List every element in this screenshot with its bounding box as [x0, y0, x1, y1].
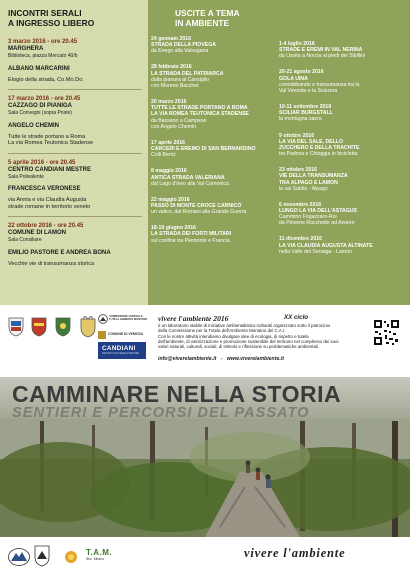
qr-code-icon[interactable] — [373, 319, 400, 346]
comune-label: COMUNE DI VENEZIA — [108, 332, 144, 336]
brand-cycle: XX ciclo — [284, 314, 309, 321]
talk-place: CENTRO CANDIANI MESTRE — [8, 166, 92, 173]
crest-icon — [55, 317, 71, 337]
outing-date: 6 novembre 2016 — [279, 201, 322, 208]
outing-date: 18-19 giugno 2016 — [151, 225, 196, 232]
talk-date: 3 marzo 2016 - ore 20.45 — [8, 39, 78, 45]
talk-place: COMUNE DI LAMON — [8, 230, 66, 237]
email-link[interactable]: info@viverelambiente.it — [158, 356, 217, 362]
outing-date: 24 gennaio 2016 — [151, 36, 192, 42]
outing-subtitle: da Enego alla Valsugana — [151, 48, 209, 55]
crest-icon — [31, 317, 47, 337]
outing-item — [279, 236, 407, 254]
outing-title: LA STRADA DEL PATRIARCA — [151, 70, 224, 77]
talk-title: Elogio della strada, Co.Mo.Do. — [8, 76, 84, 83]
outing-date: 9 ottobre 2016 — [279, 132, 315, 139]
divider — [8, 216, 142, 217]
outing-item — [151, 197, 273, 215]
outing-item — [279, 167, 407, 192]
brand-title: vivere l'ambiente 2016 — [158, 314, 229, 323]
footer — [0, 537, 410, 581]
outing-subtitle: da Piovene Rocchette ad Arsiero — [279, 220, 355, 227]
outing-subtitle: con Angelo Chemin — [151, 123, 196, 130]
brand-contact: info@viverelambiente.it - www.viverelambiente.it — [158, 356, 284, 362]
outing-date: 20-21 agosto 2016 — [279, 69, 324, 76]
talk-location: Sala Consiliare — [8, 237, 42, 244]
sun-logo-icon — [62, 549, 80, 565]
outing-title: CARCERI E EREMO DI SAN BERNARDINO — [151, 146, 256, 153]
outing-date: 23 ottobre 2016 — [279, 167, 318, 174]
footer-brand: vivere l'ambiente — [244, 546, 346, 560]
outing-date: 8 maggio 2016 — [151, 168, 187, 175]
talk-title: strade romane in territorio veneto — [8, 203, 91, 210]
outing-subtitle: dal Lago d'Iseo alla Val Camonica — [151, 180, 229, 187]
brand-description: è un laboratorio stabile di iniziative ambientalistico-culturali organizzato sotto il patrocinio della Commissione per la Tutela dell'Ambiente Montano del C.A.I. Con le nostre attività intendiamo divulgare idee di ecologia, di rispetto e tutela dell'ambiente, di valorizzazione e promozione sostenibile del territorio nel complesso dei suoi valori naturali, culturali, sociali; di stimolo e riflessione su problematiche ambientali. — [158, 323, 339, 350]
cai-emblem-icon — [34, 545, 50, 567]
talk-item — [8, 39, 143, 83]
outing-title: SCILIAR BURGSTALL — [279, 110, 333, 117]
talk-title: La via Romea Teutonica Stadense — [8, 140, 94, 147]
talk-location: Sala Polivalente — [8, 173, 44, 180]
outing-item — [279, 133, 407, 158]
website-link[interactable]: www.viverelambiente.it — [226, 356, 284, 362]
divider — [8, 89, 142, 90]
divider — [8, 153, 142, 154]
outings-column — [148, 0, 276, 305]
talk-item — [8, 96, 143, 147]
talk-title: Tutte le strade portano a Roma — [8, 133, 86, 140]
talk-item — [8, 223, 143, 267]
outing-subtitle: da Ussita a Norcia al piedi dei Sibillini — [279, 53, 366, 60]
outing-date: 28 febbraio 2016 — [151, 64, 192, 71]
outing-date: 22 maggio 2016 — [151, 196, 190, 203]
evening-talks-column — [0, 0, 148, 305]
cai-logo-icon — [98, 314, 108, 324]
talk-location: Biblioteca, piazza Mercato 40/b — [8, 53, 78, 59]
outings-header: USCITE A TEMA IN AMBIENTE — [175, 8, 240, 28]
talk-speaker: EMILIO PASTORE E ANDREA BONA — [8, 249, 111, 256]
outing-item — [279, 69, 407, 94]
outing-date: 17 aprile 2016 — [151, 139, 186, 146]
headline-title: CAMMINARE NELLA STORIA — [12, 381, 342, 407]
talk-date: 22 ottobre 2016 - ore 20.45 — [8, 223, 84, 230]
outing-title: LA VIA ROMEA TEUTONICA STADENSE — [151, 111, 249, 118]
mountain-logo-icon — [8, 548, 30, 566]
talk-title: Vecchie vie di transumanza storica — [8, 260, 95, 267]
outing-title: LUNGO LA VIA DELL'ASTAGUS — [279, 208, 357, 214]
talk-date: 17 marzo 2016 - ore 20.45 — [8, 96, 81, 103]
outing-item — [151, 168, 273, 186]
outing-subtitle: da Bassano a Campese — [151, 117, 207, 124]
talk-speaker: ALBANO MARCARINI — [8, 65, 70, 72]
outing-item — [151, 64, 273, 89]
outing-title: ANTICA STRADA VALERIANA — [151, 174, 225, 181]
outing-item — [151, 225, 273, 243]
talk-location: Sala Convegni (sopra Poste) — [8, 110, 72, 117]
evening-talks-header: INCONTRI SERALI A INGRESSO LIBERO — [8, 8, 95, 28]
outing-item — [279, 202, 407, 227]
outing-date: 20 marzo 2016 — [151, 99, 187, 106]
commissione-label: COMMISSIONE CENTRALE TUTELA AMBIENTE MONTANO — [109, 315, 148, 321]
outing-title: VIE DELLA TRANSUMANZA — [279, 173, 348, 180]
outings-column-2 — [276, 0, 410, 305]
outing-item — [151, 99, 273, 130]
outing-subtitle: con Moreno Bacchet — [151, 82, 199, 89]
outing-title: LA STRADA DEI FORTI MILITARI — [151, 231, 232, 238]
tam-logo: T.A.M. Sez. Mirano — [86, 548, 113, 561]
talk-title: via Annia e via Claudia Augusta — [8, 197, 87, 204]
outing-title: STRADE E EREMI IN VAL NERINA — [279, 47, 363, 54]
outing-item — [279, 104, 407, 122]
outing-title: LA VIA CLAUDIA AUGUSTA ALTINATE — [279, 242, 373, 249]
outing-title: STRADA DELLA PIOVEGA — [151, 42, 217, 49]
outing-subtitle: la vai Sabtts - Alpago — [279, 185, 328, 192]
outing-date: 1-4 luglio 2016 — [279, 41, 315, 47]
outing-item — [279, 41, 407, 59]
outing-subtitle: la montagna sacra — [279, 116, 322, 123]
outing-date: 10-11 settembre 2016 — [279, 104, 332, 111]
talk-item — [8, 160, 143, 211]
outing-subtitle: Colli Berici — [151, 152, 176, 159]
outing-item — [151, 140, 273, 158]
outing-title: PASSO DI MONTE CROCE CARNICO — [151, 203, 242, 209]
crest-icon — [8, 317, 24, 337]
outing-title: LA VIA DEL SALE, DELLO — [279, 138, 344, 145]
crest-icon — [80, 316, 96, 338]
talk-place: MARGHERA — [8, 46, 44, 52]
talk-speaker: ANGELO CHEMIN — [8, 122, 59, 129]
outing-subtitle: nella Valle del Senaiga - Lamon — [279, 248, 352, 255]
sponsors-band — [0, 305, 410, 377]
outing-subtitle: tra Padova e Chioggia in bicicletta — [279, 151, 358, 158]
talk-speaker: FRANCESCA VERONESE — [8, 186, 81, 193]
headline-subtitle: SENTIERI E PERCORSI DEL PASSATO — [12, 405, 310, 421]
talk-place: CAZZAGO DI PIANIGA — [8, 103, 72, 110]
outing-subtitle: sul confine tra Piemonte e Francia — [151, 237, 230, 244]
talk-date: 5 aprile 2016 - ore 20.45 — [8, 159, 76, 166]
outing-title: ZUCCHERO E DELLA TRACHITE — [279, 144, 360, 151]
outing-subtitle: Val Venosta e la Svizzera — [279, 87, 338, 94]
candiani-logo: CANDIANI CENTRO CULTURALE DI MESTRE — [98, 342, 146, 359]
outing-subtitle: un valico, dai Romani alla Grande Guerra — [151, 209, 247, 216]
outing-title: GOLA UINA — [279, 75, 308, 82]
outing-subtitle: contrabbando e transumanza tra la — [279, 81, 360, 88]
lion-logo-icon — [98, 331, 106, 339]
outing-title: TUTTE LE STRADE PORTANO A ROMA — [151, 105, 248, 112]
outing-title: TRA ALPAGO E LAMON — [279, 179, 338, 186]
outing-date: 11 dicembre 2016 — [279, 236, 322, 243]
outing-subtitle: dalla pianura al Cansiglio — [151, 76, 209, 83]
forest-path-photo — [0, 377, 410, 537]
outing-item — [151, 36, 273, 54]
outing-subtitle: Cammino Fogazzaro-Roi — [279, 214, 337, 221]
